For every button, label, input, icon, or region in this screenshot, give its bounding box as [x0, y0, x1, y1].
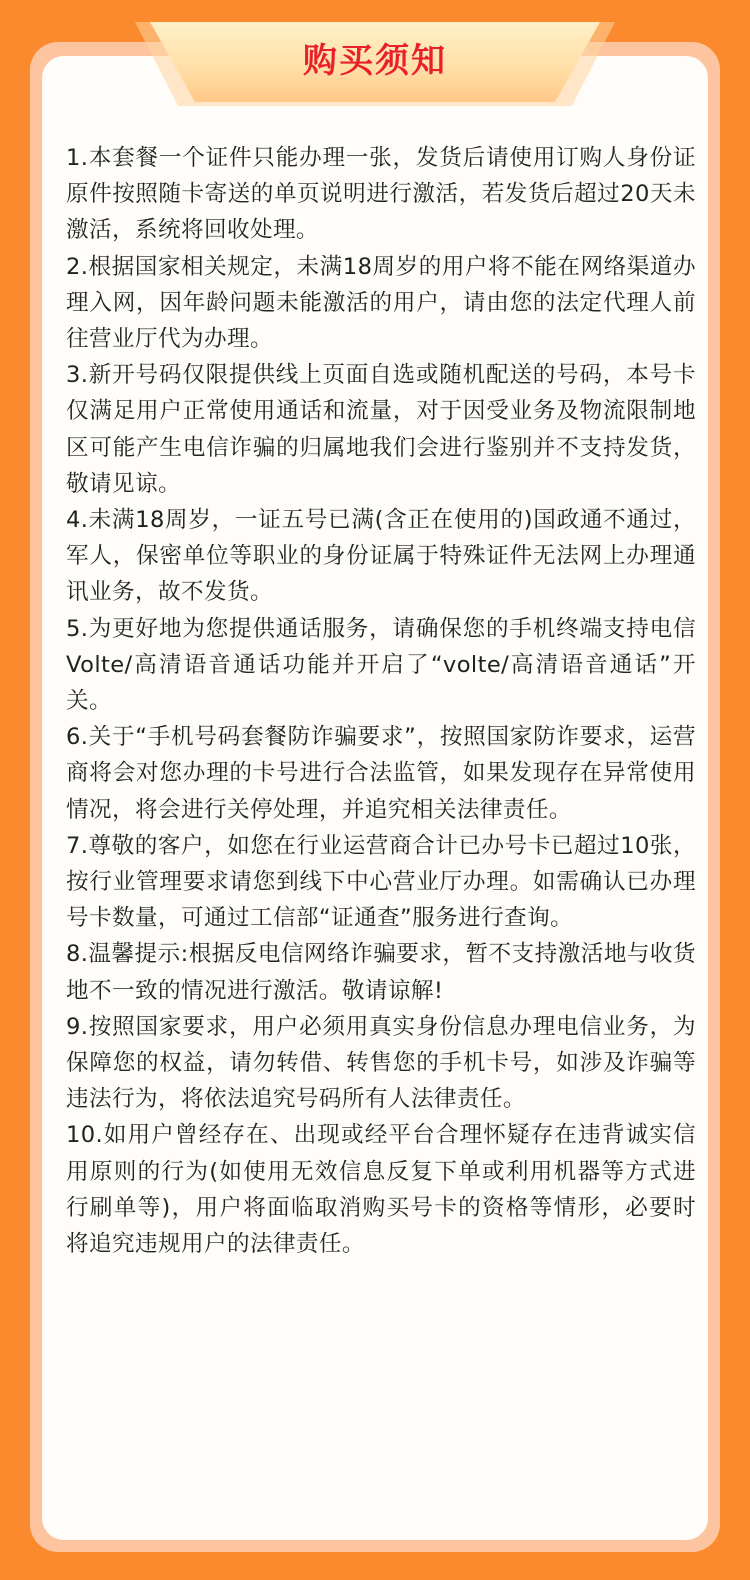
notice-item-3: 3.新开号码仅限提供线上页面自选或随机配送的号码，本号卡仅满足用户正常使用通话和流量，对于因受业务及物流限制地区可能产生电信诈骗的归属地我们会进行鉴别并不支持发货，敬请见谅。 — [66, 362, 696, 497]
notice-list — [66, 140, 696, 1262]
notice-item-10: 10.如用户曾经存在、出现或经平台合理怀疑存在违背诚实信用原则的行为(如使用无效信息反复下单或利用机器等方式进行刷单等)，用户将面临取消购买号卡的资格等情形，必要时将追究违规用户的法律责任。 — [66, 1122, 696, 1258]
notice-item-1: 1.本套餐一个证件只能办理一张，发货后请使用订购人身份证原件按照随卡寄送的单页说明进行激活，若发货后超过20天未激活，系统将回收处理。 — [66, 145, 696, 244]
notice-item-4: 4.未满18周岁，一证五号已满(含正在使用的)国政通不通过，军人，保密单位等职业的身份证属于特殊证件无法网上办理通讯业务，故不发货。 — [66, 507, 696, 606]
page-title: 购买须知 — [303, 41, 447, 81]
notice-item-2: 2.根据国家相关规定，未满18周岁的用户将不能在网络渠道办理入网，因年龄问题未能激活的用户，请由您的法定代理人前往营业厅代为办理。 — [66, 253, 696, 353]
notice-item-7: 7.尊敬的客户，如您在行业运营商合计已办号卡已超过10张，按行业管理要求请您到线下中心营业厅办理。如需确认已办理号卡数量，可通过工信部“证通查”服务进行查询。 — [66, 832, 696, 932]
notice-item-8: 8.温馨提示:根据反电信网络诈骗要求，暂不支持激活地与收货地不一致的情况进行激活。敬请谅解! — [66, 941, 696, 1004]
notice-item-9: 9.按照国家要求，用户必须用真实身份信息办理电信业务，为保障您的权益，请勿转借、转售您的手机卡号，如涉及诈骗等违法行为，将依法追究号码所有人法律责任。 — [66, 1013, 696, 1113]
notice-item-5: 5.为更好地为您提供通话服务，请确保您的手机终端支持电信Volte/高清语音通话功能并开启了“volte/高清语音通话”开关。 — [66, 615, 696, 715]
notice-item-6: 6.关于“手机号码套餐防诈骗要求”，按照国家防诈要求，运营商将会对您办理的卡号进行合法监管，如果发现存在异常使用情况，将会进行关停处理，并追究相关法律责任。 — [66, 724, 696, 823]
